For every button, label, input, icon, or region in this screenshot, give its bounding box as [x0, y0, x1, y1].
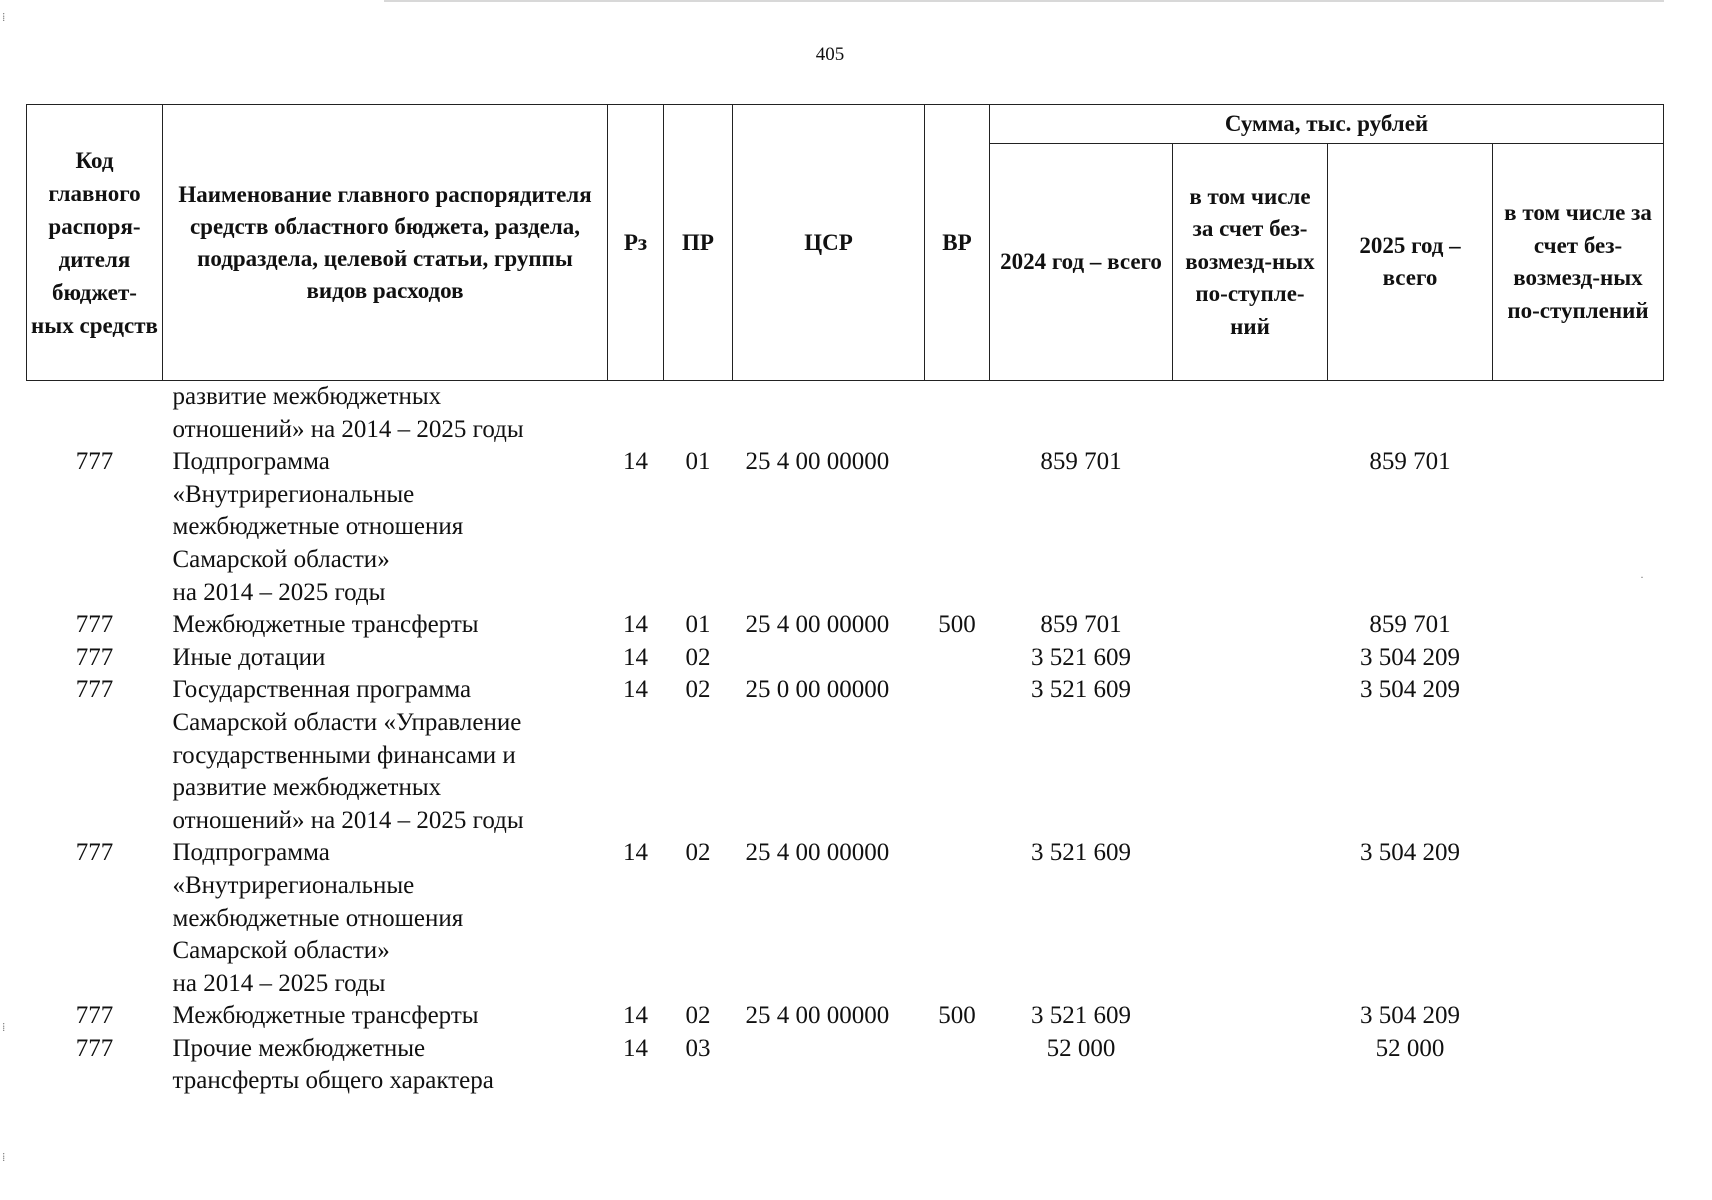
row-pr: 02 — [685, 1002, 711, 1030]
row-csr — [733, 642, 925, 675]
header-name: Наименование главного распорядителя средств областного бюджета, раздела, подраздела, целевой статьи, группы видов расходов — [163, 105, 608, 381]
row-2025-total — [1328, 381, 1493, 447]
table-body — [27, 381, 1664, 1099]
row-name: Межбюджетные трансферты — [172, 1002, 479, 1030]
row-vr — [925, 837, 990, 1000]
row-pr: 01 — [685, 448, 711, 476]
row-2025-free — [1493, 446, 1664, 609]
row-2024-total: 3 521 609 — [1031, 676, 1131, 704]
page-number: 405 — [815, 44, 845, 65]
scan-artifact: ⁞ — [2, 10, 6, 24]
table-row — [27, 1000, 1664, 1033]
row-2024-free — [1173, 674, 1328, 837]
row-2025-total: 3 504 209 — [1360, 676, 1460, 704]
row-2025-free — [1493, 837, 1664, 1000]
row-pr: 01 — [685, 611, 711, 639]
row-rz: 14 — [623, 1034, 648, 1062]
row-rz: 14 — [623, 839, 648, 867]
row-csr: 25 0 00 00000 — [745, 676, 890, 704]
row-code: 777 — [75, 676, 114, 704]
row-2025-free — [1493, 609, 1664, 642]
row-name: Межбюджетные трансферты — [172, 611, 479, 639]
row-vr — [925, 642, 990, 675]
row-vr: 500 — [938, 611, 976, 639]
scan-artifact: · — [1640, 570, 1644, 584]
row-2024-free — [1173, 1033, 1328, 1098]
row-rz — [608, 381, 664, 447]
row-rz: 14 — [623, 1002, 648, 1030]
row-code — [27, 381, 163, 447]
row-2025-free — [1493, 1000, 1664, 1033]
row-2025-free — [1493, 1033, 1664, 1098]
header-2024-free: в том числе за счет без-возмезд-ных по-ступле-ний — [1173, 144, 1328, 381]
row-code: 777 — [75, 448, 114, 476]
row-name: Прочие межбюджетные трансферты общего характера — [172, 1034, 494, 1095]
row-2024-free — [1173, 609, 1328, 642]
row-code: 777 — [75, 1034, 114, 1062]
header-vr: ВР — [925, 105, 990, 381]
scan-top-edge — [384, 0, 1664, 2]
table-row — [27, 609, 1664, 642]
scan-artifact: ⁞ — [2, 1020, 6, 1034]
row-pr — [664, 381, 733, 447]
row-vr — [925, 674, 990, 837]
header-code: Код главного распоря-дителя бюджет-ных средств — [27, 105, 163, 381]
table-row — [27, 381, 1664, 447]
row-name: развитие межбюджетных отношений» на 2014 – 2025 годы — [172, 383, 524, 443]
row-csr — [733, 381, 925, 447]
row-pr: 02 — [685, 643, 711, 671]
row-2024-total: 3 521 609 — [1031, 643, 1131, 671]
row-csr: 25 4 00 00000 — [745, 1002, 890, 1030]
row-2025-total: 3 504 209 — [1360, 839, 1460, 867]
row-code: 777 — [75, 1002, 114, 1030]
row-2024-total: 52 000 — [1046, 1034, 1116, 1062]
row-code: 777 — [75, 643, 114, 671]
row-2024-free — [1173, 446, 1328, 609]
budget-table — [26, 104, 1664, 1098]
header-csr: ЦСР — [733, 105, 925, 381]
row-pr: 02 — [685, 676, 711, 704]
row-rz: 14 — [623, 676, 648, 704]
row-csr — [733, 1033, 925, 1098]
header-2024-total: 2024 год – всего — [990, 144, 1173, 381]
row-2025-total: 3 504 209 — [1360, 1002, 1460, 1030]
row-2024-free — [1173, 642, 1328, 675]
row-2025-free — [1493, 674, 1664, 837]
row-csr: 25 4 00 00000 — [745, 839, 890, 867]
header-2025-total: 2025 год – всего — [1328, 144, 1493, 381]
row-code: 777 — [75, 839, 114, 867]
row-code: 777 — [75, 611, 114, 639]
header-pr: ПР — [664, 105, 733, 381]
scan-artifact: ⁞ — [2, 1150, 6, 1164]
row-2024-free — [1173, 1000, 1328, 1033]
table-row — [27, 837, 1664, 1000]
table-row — [27, 1033, 1664, 1098]
row-pr: 02 — [685, 839, 711, 867]
row-csr: 25 4 00 00000 — [745, 448, 890, 476]
table-row — [27, 642, 1664, 675]
row-name: Государственная программа Самарской области «Управление государственными финансами и развитие межбюджетных отношений» на 2014 – 2025 годы — [172, 676, 524, 834]
row-2025-total: 859 701 — [1369, 611, 1451, 639]
row-name: Подпрограмма «Внутрирегиональные межбюджетные отношения Самарской области» на 2014 – 2025 годы — [172, 448, 464, 606]
row-2025-free — [1493, 642, 1664, 675]
header-sum: Сумма, тыс. рублей — [990, 105, 1664, 144]
row-2025-free — [1493, 381, 1664, 447]
table-row — [27, 674, 1664, 837]
row-2024-total: 859 701 — [1040, 448, 1122, 476]
row-csr: 25 4 00 00000 — [745, 611, 890, 639]
header-2025-free: в том числе за счет без-возмезд-ных по-ступлений — [1493, 144, 1664, 381]
row-2024-free — [1173, 381, 1328, 447]
row-2025-total: 3 504 209 — [1360, 643, 1460, 671]
row-rz: 14 — [623, 448, 648, 476]
row-2024-total: 3 521 609 — [1031, 1002, 1131, 1030]
row-rz: 14 — [623, 643, 648, 671]
row-pr: 03 — [685, 1034, 711, 1062]
row-2024-free — [1173, 837, 1328, 1000]
row-2025-total: 859 701 — [1369, 448, 1451, 476]
row-vr — [925, 381, 990, 447]
row-vr — [925, 1033, 990, 1098]
row-2024-total: 859 701 — [1040, 611, 1122, 639]
table-header — [27, 105, 1664, 381]
row-2024-total: 3 521 609 — [1031, 839, 1131, 867]
row-rz: 14 — [623, 611, 648, 639]
row-vr — [925, 446, 990, 609]
table-row — [27, 446, 1664, 609]
row-2025-total: 52 000 — [1375, 1034, 1445, 1062]
header-rz: Рз — [608, 105, 664, 381]
row-name: Иные дотации — [172, 643, 326, 671]
row-2024-total — [990, 381, 1173, 447]
row-vr: 500 — [938, 1002, 976, 1030]
row-name: Подпрограмма «Внутрирегиональные межбюджетные отношения Самарской области» на 2014 – 2025 годы — [172, 839, 464, 997]
